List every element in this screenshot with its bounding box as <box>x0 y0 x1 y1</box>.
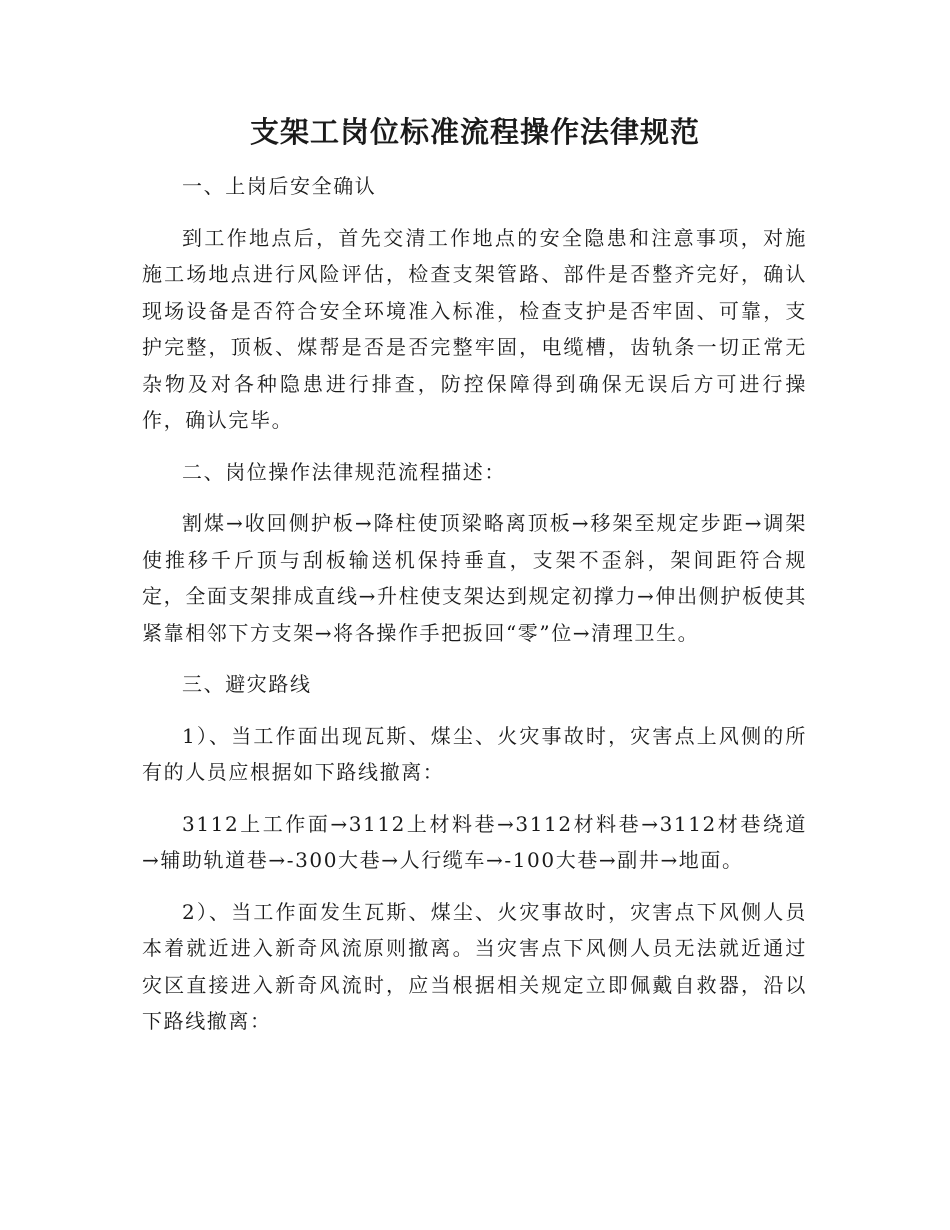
paragraph-escape-route-2: 2）、当工作面发生瓦斯、煤尘、火灾事故时，灾害点下风侧人员本着就近进入新奇风流原则撤离。当灾害点下风侧人员无法就近通过灾区直接进入新奇风流时，应当根据相关规定立即佩戴自救器，沿以下路线撤离： <box>142 899 807 1033</box>
paragraph-safety-check: 到工作地点后，首先交清工作地点的安全隐患和注意事项，对施施工场地点进行风险评估，检查支架管路、部件是否整齐完好，确认现场设备是否符合安全环境准入标准，检查支护是否牢固、可靠，支护完整，顶板、煤帮是否是否完整牢固，电缆槽，齿轨条一切正常无杂物及对各种隐患进行排查，防控保障得到确保无误后方可进行操作，确认完毕。 <box>142 225 807 432</box>
paragraph-operation-procedure: 割煤→收回侧护板→降柱使顶梁略离顶板→移架至规定步距→调架使推移千斤顶与刮板输送机保持垂直，支架不歪斜，架间距符合规定，全面支架排成直线→升柱使支架达到规定初撑力→伸出侧护板使其紧靠相邻下方支架→将各操作手把扳回“零”位→清理卫生。 <box>142 511 807 645</box>
paragraph-escape-route-path: 3112上工作面→3112上材料巷→3112材料巷→3112材巷绕道→辅助轨道巷→-300大巷→人行缆车→-100大巷→副井→地面。 <box>142 811 807 872</box>
section-heading-operation-procedure: 二、岗位操作法律规范流程描述： <box>182 459 506 484</box>
section-heading-escape-route: 三、避灾路线 <box>182 672 312 696</box>
section-heading-safety-check: 一、上岗后安全确认 <box>182 174 377 198</box>
paragraph-escape-route-1: 1）、当工作面出现瓦斯、煤尘、火灾事故时，灾害点上风侧的所有的人员应根据如下路线撤离： <box>142 723 807 784</box>
document-body <box>142 168 807 1040</box>
document-title: 支架工岗位标准流程操作法律规范 <box>249 115 700 149</box>
